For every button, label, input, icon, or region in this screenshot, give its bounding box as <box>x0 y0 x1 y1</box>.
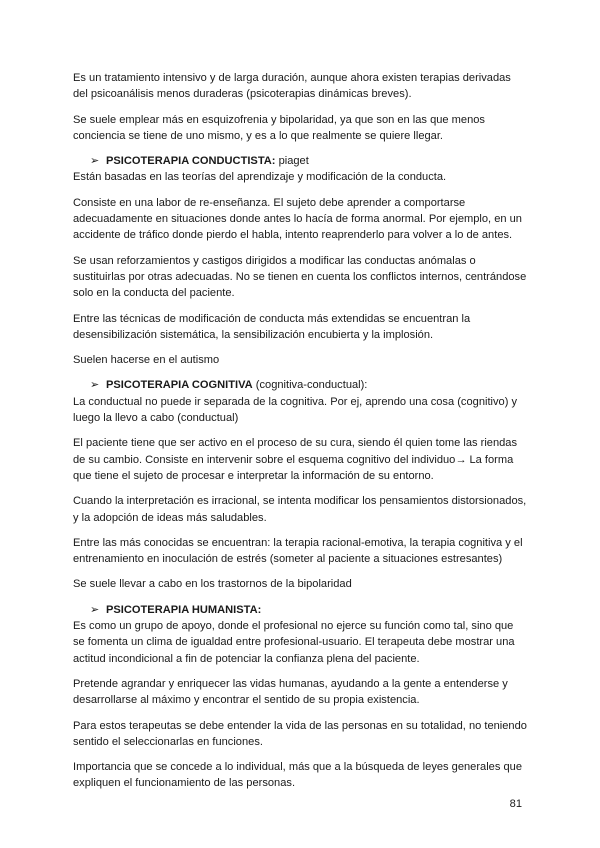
arrow-bullet-icon: ➢ <box>90 155 100 168</box>
arrow-bullet-icon: ➢ <box>90 379 100 392</box>
paragraph: Pretende agrandar y enriquecer las vidas humanas, ayudando a la gente a entenderse y desarrollarse al máximo y encontrar el sentido de su propia existencia. <box>73 677 508 707</box>
section-heading-humanista <box>73 602 528 618</box>
paragraph: Suelen hacerse en el autismo <box>73 354 220 367</box>
intro-paragraph-1: Es un tratamiento intensivo y de larga duración, aunque ahora existen terapias derivadas del psicoanálisis menos duraderas (psicoterapias dinámicas breves). <box>73 72 511 101</box>
section-title: PSICOTERAPIA COGNITIVA <box>106 379 253 392</box>
paragraph: Entre las más conocidas se encuentran: la terapia racional-emotiva, la terapia cognitiva y el entrenamiento en inoculación de estrés (someter al paciente a situaciones estresantes) <box>73 536 523 566</box>
paragraph: Para estos terapeutas se debe entender la vida de las personas en su totalidad, no teniendo sentido el seleccionarlas en funciones. <box>73 719 527 748</box>
paragraph: La conductual no puede ir separada de la cognitiva. Por ej, aprendo una cosa (cognitivo) y luego la llevo a cabo (conductual) <box>73 395 518 425</box>
section-subtitle: (cognitiva-conductual): <box>252 379 368 392</box>
intro-paragraph-2: Se suele emplear más en esquizofrenia y bipolaridad, ya que son en las que menos conciencia se tiene de uno mismo, y es a lo que realmente se quiere llegar. <box>73 113 485 142</box>
section-heading-conductista <box>73 153 528 169</box>
section-heading-cognitiva <box>73 377 528 393</box>
arrow-bullet-icon: ➢ <box>90 603 100 616</box>
paragraph: Consiste en una labor de re-enseñanza. El sujeto debe aprender a comportarse adecuadamente en situaciones donde antes lo hacía de forma anormal. Por ejemplo, en un accidente de tráfico donde pierdo el habla, intento reaprenderlo para volver a lo de antes. <box>73 196 522 242</box>
section-title: PSICOTERAPIA CONDUCTISTA: <box>106 155 276 168</box>
paragraph: Se usan reforzamientos y castigos dirigidos a modificar las conductas anómalas o sustituirlas por otras adecuadas. No se tienen en cuenta los conflictos internos, centrándose solo en la conducta del paciente. <box>73 254 527 300</box>
paragraph: Importancia que se concede a lo individual, más que a la búsqueda de leyes generales que expliquen el funcionamiento de las personas. <box>73 761 522 790</box>
document-body <box>73 70 528 801</box>
paragraph: Entre las técnicas de modificación de conducta más extendidas se encuentran la desensibilización sistemática, la sensibilización encubierta y la implosión. <box>73 312 471 341</box>
paragraph: Se suele llevar a cabo en los trastornos de la bipolaridad <box>73 578 352 591</box>
section-subtitle: piaget <box>275 155 309 168</box>
page-number: 81 <box>509 798 522 810</box>
paragraph: Es como un grupo de apoyo, donde el profesional no ejerce su función como tal, sino que se fomenta un clima de igualdad entre profesional-usuario. El terapeuta debe mostrar una actitud incondicional a fin de potenciar la confianza plena del paciente. <box>73 620 515 665</box>
paragraph: Cuando la interpretación es irracional, se intenta modificar los pensamientos distorsionados, y la adopción de ideas más saludables. <box>73 495 527 524</box>
section-title: PSICOTERAPIA HUMANISTA: <box>106 603 262 616</box>
paragraph: El paciente tiene que ser activo en el proceso de su cura, siendo él quien tome las riendas de su cambio. Consiste en intervenir sobre el esquema cognitivo del individuo→ La forma que tiene el sujeto de procesar e interpretar la información de su entorno. <box>73 437 518 482</box>
paragraph: Están basadas en las teorías del aprendizaje y modificación de la conducta. <box>73 171 447 184</box>
